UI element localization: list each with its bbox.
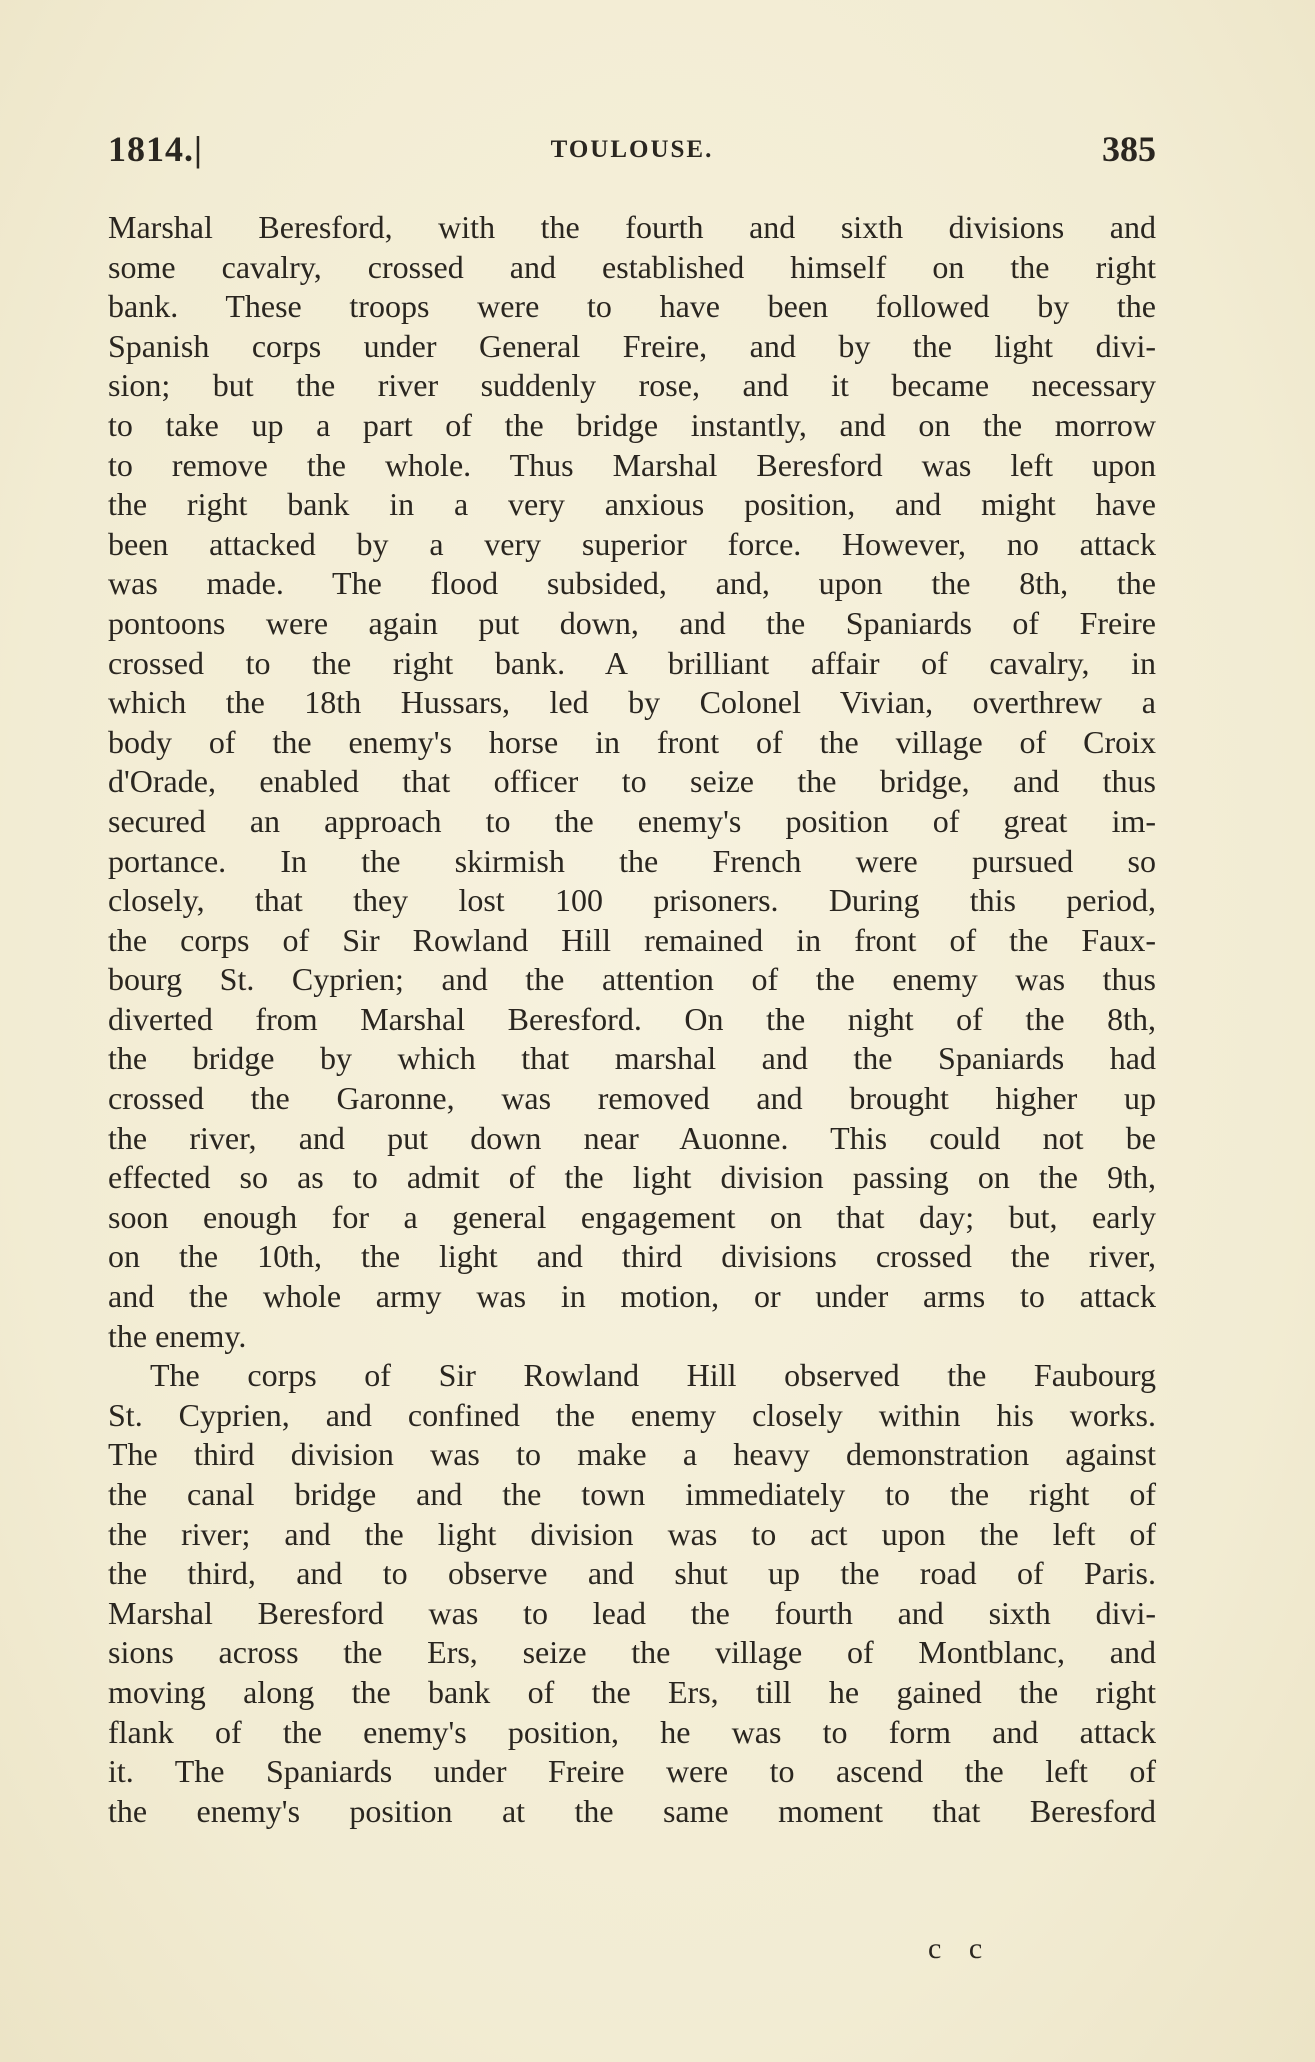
text-line: been attacked by a very superior force. However, no attack <box>108 525 1156 562</box>
page-number: 385 <box>1102 129 1156 169</box>
text-line: crossed to the right bank. A brilliant affair of cavalry, in <box>108 644 1156 681</box>
text-line: soon enough for a general engagement on that day; but, early <box>108 1198 1156 1235</box>
text-line: the river; and the light division was to act upon the left of <box>108 1515 1156 1552</box>
text-line: sions across the Ers, seize the village of Montblanc, and <box>108 1634 1156 1671</box>
text-line: d'Orade, enabled that officer to seize the bridge, and thus <box>108 763 1156 800</box>
text-line: moving along the bank of the Ers, till he gained the right <box>108 1673 1156 1710</box>
text-line: Marshal Beresford was to lead the fourth and sixth divi- <box>108 1594 1156 1631</box>
text-line: sion; but the river suddenly rose, and it became necessary <box>108 367 1156 404</box>
text-line: the canal bridge and the town immediately to the right of <box>108 1476 1156 1512</box>
paragraph-1 <box>108 208 1156 1356</box>
running-header <box>108 128 1156 176</box>
text-line: secured an approach to the enemy's position of great im- <box>108 802 1156 839</box>
body-text <box>108 208 1156 1831</box>
text-line: the enemy. <box>108 1317 247 1354</box>
text-line: body of the enemy's horse in front of the village of Croix <box>108 723 1156 760</box>
text-line: the third, and to observe and shut up the road of Paris. <box>108 1555 1156 1592</box>
text-line: effected so as to admit of the light division passing on the 9th, <box>108 1159 1156 1196</box>
text-line: diverted from Marshal Beresford. On the night of the 8th, <box>108 1000 1156 1037</box>
text-line: the river, and put down near Auonne. This could not be <box>108 1119 1156 1156</box>
text-line: to remove the whole. Thus Marshal Beresford was left upon <box>108 446 1156 483</box>
text-line: flank of the enemy's position, he was to form and attack <box>108 1713 1156 1750</box>
text-line: to take up a part of the bridge instantly, and on the morrow <box>108 406 1156 443</box>
text-line: on the 10th, the light and third divisions crossed the river, <box>108 1238 1156 1275</box>
text-line: Spanish corps under General Freire, and by the light divi- <box>108 327 1156 364</box>
text-line: some cavalry, crossed and established himself on the right <box>108 248 1156 285</box>
signature-mark: c c <box>928 1932 993 1965</box>
text-line: bourg St. Cyprien; and the attention of the enemy was thus <box>108 961 1156 998</box>
text-line: the enemy's position at the same moment that Beresford <box>108 1792 1156 1829</box>
header-year: 1814.| <box>108 129 203 169</box>
text-line: St. Cyprien, and confined the enemy closely within his works. <box>108 1396 1156 1433</box>
text-line: was made. The flood subsided, and, upon the 8th, the <box>108 565 1156 602</box>
text-line: portance. In the skirmish the French were pursued so <box>108 842 1156 879</box>
text-line: it. The Spaniards under Freire were to ascend the left of <box>108 1753 1156 1790</box>
text-line: the bridge by which that marshal and the Spaniards had <box>108 1040 1156 1077</box>
header-title: TOULOUSE. <box>550 136 714 163</box>
text-line: the right bank in a very anxious position, and might have <box>108 486 1156 523</box>
text-line: which the 18th Hussars, led by Colonel Vivian, overthrew a <box>108 684 1156 721</box>
text-line: closely, that they lost 100 prisoners. During this period, <box>108 882 1156 919</box>
text-line: The corps of Sir Rowland Hill observed the Faubourg <box>150 1357 1156 1394</box>
paragraph-2 <box>108 1356 1156 1831</box>
text-line: and the whole army was in motion, or under arms to attack <box>108 1278 1156 1315</box>
text-line: The third division was to make a heavy demonstration against <box>108 1436 1156 1473</box>
text-line: Marshal Beresford, with the fourth and sixth divisions and <box>108 209 1156 245</box>
text-line: pontoons were again put down, and the Spaniards of Freire <box>108 604 1156 641</box>
text-line: the corps of Sir Rowland Hill remained in front of the Faux- <box>108 921 1156 958</box>
text-line: bank. These troops were to have been followed by the <box>108 288 1156 325</box>
text-line: crossed the Garonne, was removed and brought higher up <box>108 1080 1156 1117</box>
